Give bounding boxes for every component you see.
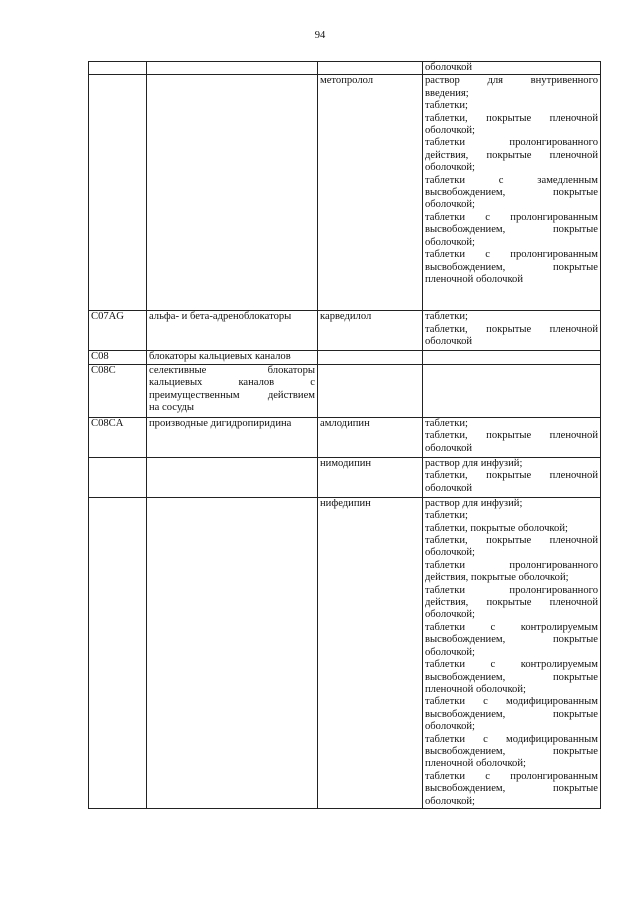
- drug-name-cell: метопролол: [318, 75, 423, 311]
- dosage-form-line: раствор для внутривенного: [425, 75, 598, 87]
- dosage-form-line: высвобождением, покрытые: [425, 224, 598, 236]
- dosage-form-line: таблетки с модифицированным: [425, 733, 598, 745]
- atc-code-cell: [89, 62, 147, 75]
- dosage-form-line: таблетки с пролонгированным: [425, 211, 598, 223]
- atc-code-cell: [89, 497, 147, 808]
- dosage-form-line: таблетки с пролонгированным: [425, 249, 598, 261]
- dosage-form-line: оболочкой: [425, 442, 473, 454]
- table-body: [89, 62, 601, 809]
- group-name-cell: [147, 497, 318, 808]
- dosage-form-line: таблетки с замедленным: [425, 174, 598, 186]
- dosage-form-line: оболочкой;: [425, 646, 475, 658]
- dosage-forms-cell: [423, 497, 601, 808]
- group-name-line: блокаторы кальциевых каналов: [149, 351, 291, 363]
- group-name-cell: [147, 457, 318, 497]
- group-name-line: преимущественным действием: [149, 389, 315, 401]
- table-row: [89, 364, 601, 417]
- atc-code-cell: C07AG: [89, 311, 147, 351]
- group-name-line: производные дигидропиридина: [149, 417, 292, 429]
- dosage-form-line: оболочкой;: [425, 609, 475, 621]
- atc-code-cell: C08C: [89, 364, 147, 417]
- dosage-forms-cell: [423, 351, 601, 364]
- dosage-form-line: высвобождением, покрытые: [425, 783, 598, 795]
- dosage-form-line: пленочной оболочкой: [425, 273, 524, 285]
- dosage-form-line: таблетки пролонгированного: [425, 137, 598, 149]
- atc-code-cell: C08: [89, 351, 147, 364]
- group-name-cell: [147, 351, 318, 364]
- dosage-form-line: пленочной оболочкой;: [425, 683, 526, 695]
- group-name-cell: [147, 364, 318, 417]
- dosage-form-line: таблетки;: [425, 100, 468, 112]
- dosage-forms-cell: [423, 62, 601, 75]
- dosage-forms-cell: [423, 311, 601, 351]
- dosage-form-line: таблетки, покрытые пленочной: [425, 430, 598, 442]
- drug-name-cell: [318, 364, 423, 417]
- dosage-form-line: таблетки;: [425, 417, 468, 429]
- dosage-form-line: таблетки, покрытые пленочной: [425, 112, 598, 124]
- dosage-form-line: оболочкой: [425, 336, 473, 348]
- group-name-cell: [147, 417, 318, 457]
- dosage-form-line: пленочной оболочкой;: [425, 758, 526, 770]
- dosage-form-line: оболочкой;: [425, 795, 475, 807]
- table-row: [89, 497, 601, 808]
- dosage-form-line: таблетки с модифицированным: [425, 696, 598, 708]
- dosage-form-line: таблетки, покрытые пленочной: [425, 535, 598, 547]
- dosage-form-line: оболочкой;: [425, 125, 475, 137]
- dosage-forms-cell: [423, 364, 601, 417]
- dosage-form-line: высвобождением, покрытые: [425, 671, 598, 683]
- dosage-form-line: высвобождением, покрытые: [425, 745, 598, 757]
- dosage-form-line: высвобождением, покрытые: [425, 261, 598, 273]
- group-name-line: селективные блокаторы: [149, 364, 315, 376]
- group-name-cell: [147, 62, 318, 75]
- table-row: [89, 311, 601, 351]
- dosage-form-line: раствор для инфузий;: [425, 457, 523, 469]
- dosage-form-line: оболочкой;: [425, 162, 475, 174]
- dosage-form-line: таблетки пролонгированного: [425, 584, 598, 596]
- dosage-form-line: таблетки с контролируемым: [425, 621, 598, 633]
- table-row: [89, 62, 601, 75]
- dosage-form-line: таблетки, покрытые пленочной: [425, 470, 598, 482]
- dosage-form-line: действия, покрытые пленочной: [425, 149, 598, 161]
- group-name-cell: [147, 311, 318, 351]
- drug-name-cell: [318, 351, 423, 364]
- atc-code-cell: [89, 457, 147, 497]
- dosage-form-line: таблетки с контролируемым: [425, 659, 598, 671]
- dosage-form-line: таблетки, покрытые оболочкой;: [425, 522, 568, 534]
- dosage-form-line: действия, покрытые оболочкой;: [425, 572, 569, 584]
- atc-code-cell: [89, 75, 147, 311]
- dosage-form-line: раствор для инфузий;: [425, 497, 523, 509]
- table-row: [89, 75, 601, 311]
- group-name-line: кальциевых каналов с: [149, 377, 315, 389]
- dosage-form-line: введения;: [425, 87, 469, 99]
- group-name-cell: [147, 75, 318, 311]
- table-row: [89, 457, 601, 497]
- drug-name-cell: нимодипин: [318, 457, 423, 497]
- drug-name-cell: амлодипин: [318, 417, 423, 457]
- dosage-form-line: оболочкой: [425, 482, 473, 494]
- dosage-form-line: высвобождением, покрытые: [425, 187, 598, 199]
- dosage-form-line: оболочкой: [425, 62, 473, 73]
- drug-table: [88, 61, 601, 809]
- dosage-forms-cell: [423, 457, 601, 497]
- group-name-line: на сосуды: [149, 402, 194, 414]
- dosage-form-line: таблетки, покрытые пленочной: [425, 323, 598, 335]
- page-number: 94: [314, 30, 326, 41]
- dosage-form-line: оболочкой;: [425, 547, 475, 559]
- table-row: [89, 417, 601, 457]
- dosage-form-line: оболочкой;: [425, 236, 475, 248]
- drug-name-cell: нифедипин: [318, 497, 423, 808]
- table-row: [89, 351, 601, 364]
- atc-code-cell: C08CA: [89, 417, 147, 457]
- drug-name-cell: карведилол: [318, 311, 423, 351]
- dosage-form-line: высвобождением, покрытые: [425, 708, 598, 720]
- group-name-line: альфа- и бета-адреноблокаторы: [149, 311, 292, 323]
- dosage-form-line: таблетки;: [425, 510, 468, 522]
- dosage-forms-cell: [423, 75, 601, 311]
- dosage-form-line: действия, покрытые пленочной: [425, 597, 598, 609]
- dosage-form-line: таблетки с пролонгированным: [425, 770, 598, 782]
- dosage-form-line: высвобождением, покрытые: [425, 634, 598, 646]
- dosage-form-line: таблетки;: [425, 311, 468, 323]
- dosage-form-line: оболочкой;: [425, 199, 475, 211]
- drug-name-cell: [318, 62, 423, 75]
- dosage-forms-cell: [423, 417, 601, 457]
- dosage-form-line: таблетки пролонгированного: [425, 559, 598, 571]
- dosage-form-line: оболочкой;: [425, 721, 475, 733]
